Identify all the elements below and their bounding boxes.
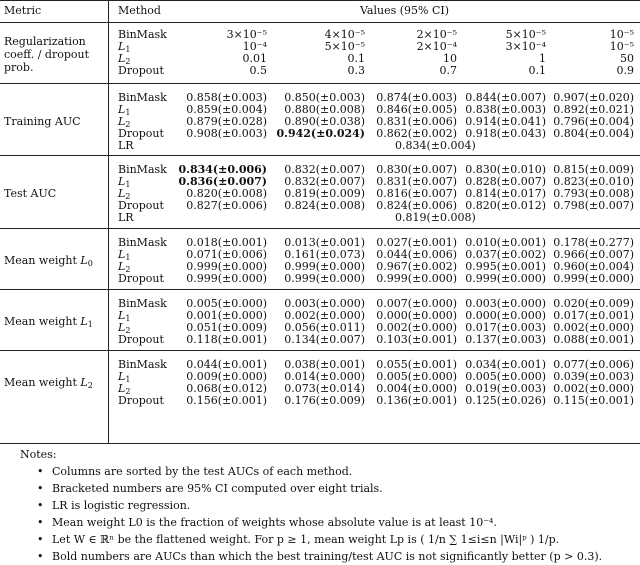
value-cell: 50 xyxy=(620,52,634,65)
value-cell: 0.137(±0.003) xyxy=(465,333,546,346)
value-cell: 0.832(±0.007) xyxy=(284,175,365,188)
value-cell: 0.077(±0.006) xyxy=(553,358,634,371)
value-cell: 10⁻⁴ xyxy=(242,40,267,53)
value-cell: 0.999(±0.000) xyxy=(376,272,457,285)
value-cell: 0.804(±0.004) xyxy=(553,127,634,140)
value-cell: 0.003(±0.000) xyxy=(465,297,546,310)
value-cell: 0.1 xyxy=(528,64,546,77)
value-cell: 0.823(±0.010) xyxy=(553,175,634,188)
metric-label: Training AUC xyxy=(4,115,81,128)
notes-title: Notes: xyxy=(20,448,57,461)
note-item: • Columns are sorted by the test AUCs of each method. xyxy=(0,463,602,480)
note-item: • Mean weight L0 is the fraction of weights whose absolute value is at least 10⁻⁴. xyxy=(0,514,602,531)
value-cell: 0.161(±0.073) xyxy=(284,248,365,261)
method-label: Dropout xyxy=(118,199,164,212)
value-cell: 0.880(±0.008) xyxy=(284,103,365,116)
metric-label: Test AUC xyxy=(4,187,57,200)
value-cell: 0.005(±0.000) xyxy=(465,370,546,383)
value-cell: 0.003(±0.000) xyxy=(284,297,365,310)
value-cell: 0.002(±0.000) xyxy=(553,382,634,395)
metric-label: Mean weight $L_1$ xyxy=(4,315,93,329)
value-cell: 0.038(±0.001) xyxy=(284,358,365,371)
value-cell: 0.088(±0.001) xyxy=(553,333,634,346)
value-cell: 0.004(±0.000) xyxy=(376,382,457,395)
value-cell: 0.055(±0.001) xyxy=(376,358,457,371)
value-cell: 2×10⁻⁵ xyxy=(416,28,457,41)
value-cell: 0.798(±0.007) xyxy=(553,199,634,212)
metric-label: Mean weight $L_0$ xyxy=(4,254,93,268)
method-label: $L_2$ xyxy=(118,260,131,274)
method-label: Dropout xyxy=(118,64,164,77)
value-cell: 1 xyxy=(539,52,546,65)
value-cell: 0.830(±0.010) xyxy=(465,163,546,176)
notes-list xyxy=(0,463,602,565)
value-cell: 0.832(±0.007) xyxy=(284,163,365,176)
method-label: BinMask xyxy=(118,91,167,104)
value-cell: 0.002(±0.000) xyxy=(284,309,365,322)
section-rule xyxy=(0,83,640,84)
value-cell: 0.890(±0.038) xyxy=(284,115,365,128)
method-label: Dropout xyxy=(118,127,164,140)
value-cell: 0.999(±0.000) xyxy=(284,272,365,285)
value-cell: 0.831(±0.006) xyxy=(376,115,457,128)
value-cell: 0.044(±0.001) xyxy=(186,358,267,371)
value-cell: 0.942(±0.024) xyxy=(276,127,365,140)
method-label: $L_1$ xyxy=(118,248,131,262)
method-label: BinMask xyxy=(118,28,167,41)
lr-value-cell: 0.834(±0.004) xyxy=(395,139,476,152)
value-cell: 10 xyxy=(443,52,457,65)
method-label: LR xyxy=(118,211,134,224)
value-cell: 0.009(±0.000) xyxy=(186,370,267,383)
value-cell: 0.01 xyxy=(242,52,267,65)
value-cell: 0.002(±0.000) xyxy=(553,321,634,334)
value-cell: 0.914(±0.041) xyxy=(465,115,546,128)
value-cell: 0.874(±0.003) xyxy=(376,91,457,104)
value-cell: 0.017(±0.003) xyxy=(465,321,546,334)
value-cell: 0.000(±0.000) xyxy=(465,309,546,322)
value-cell: 0.815(±0.009) xyxy=(553,163,634,176)
header-metric: Metric xyxy=(4,4,42,17)
value-cell: 0.820(±0.008) xyxy=(186,187,267,200)
value-cell: 0.034(±0.001) xyxy=(465,358,546,371)
method-label: BinMask xyxy=(118,236,167,249)
value-cell: 0.820(±0.012) xyxy=(465,199,546,212)
value-cell: 0.056(±0.011) xyxy=(284,321,365,334)
method-label: Dropout xyxy=(118,333,164,346)
value-cell: 0.816(±0.007) xyxy=(376,187,457,200)
value-cell: 0.892(±0.021) xyxy=(553,103,634,116)
method-label: $L_2$ xyxy=(118,52,131,66)
value-cell: 0.836(±0.007) xyxy=(178,175,267,188)
value-cell: 10⁻⁵ xyxy=(609,28,634,41)
value-cell: 0.830(±0.007) xyxy=(376,163,457,176)
method-label: $L_1$ xyxy=(118,309,131,323)
value-cell: 0.071(±0.006) xyxy=(186,248,267,261)
value-cell: 0.115(±0.001) xyxy=(553,394,634,407)
value-cell: 0.814(±0.017) xyxy=(465,187,546,200)
method-label: $L_1$ xyxy=(118,103,131,117)
method-label: $L_1$ xyxy=(118,370,131,384)
value-cell: 0.007(±0.000) xyxy=(376,297,457,310)
value-cell: 0.999(±0.000) xyxy=(465,272,546,285)
method-label: $L_2$ xyxy=(118,187,131,201)
value-cell: 0.831(±0.007) xyxy=(376,175,457,188)
method-label: BinMask xyxy=(118,297,167,310)
method-label: Dropout xyxy=(118,272,164,285)
value-cell: 0.000(±0.000) xyxy=(376,309,457,322)
value-cell: 0.125(±0.026) xyxy=(465,394,546,407)
value-cell: 0.118(±0.001) xyxy=(186,333,267,346)
value-cell: 0.879(±0.028) xyxy=(186,115,267,128)
value-cell: 0.793(±0.008) xyxy=(553,187,634,200)
note-item: • Let W ∈ ℝⁿ be the flattened weight. For p ≥ 1, mean weight Lp is ( 1/n ∑ 1≤i≤n |Wi|ᵖ ) 1/p. xyxy=(0,531,602,548)
value-cell: 0.039(±0.003) xyxy=(553,370,634,383)
value-cell: 0.967(±0.002) xyxy=(376,260,457,273)
method-label: LR xyxy=(118,139,134,152)
lr-value-cell: 0.819(±0.008) xyxy=(395,211,476,224)
value-cell: 0.002(±0.000) xyxy=(376,321,457,334)
note-item: • Bracketed numbers are 95% CI computed over eight trials. xyxy=(0,480,602,497)
value-cell: 0.073(±0.014) xyxy=(284,382,365,395)
header-rule xyxy=(0,22,640,23)
method-label: $L_2$ xyxy=(118,382,131,396)
value-cell: 0.156(±0.001) xyxy=(186,394,267,407)
metric-label: Mean weight $L_2$ xyxy=(4,376,93,390)
value-cell: 0.037(±0.002) xyxy=(465,248,546,261)
value-cell: 0.827(±0.006) xyxy=(186,199,267,212)
value-cell: 5×10⁻⁵ xyxy=(324,40,365,53)
value-cell: 0.846(±0.005) xyxy=(376,103,457,116)
value-cell: 0.999(±0.000) xyxy=(186,260,267,273)
method-label: $L_2$ xyxy=(118,321,131,335)
value-cell: 0.014(±0.000) xyxy=(284,370,365,383)
value-cell: 0.019(±0.003) xyxy=(465,382,546,395)
value-cell: 0.005(±0.000) xyxy=(186,297,267,310)
value-cell: 0.136(±0.001) xyxy=(376,394,457,407)
value-cell: 0.017(±0.001) xyxy=(553,309,634,322)
value-cell: 0.1 xyxy=(347,52,365,65)
value-cell: 0.834(±0.006) xyxy=(178,163,267,176)
value-cell: 0.027(±0.001) xyxy=(376,236,457,249)
value-cell: 0.850(±0.003) xyxy=(284,91,365,104)
value-cell: 0.999(±0.000) xyxy=(553,272,634,285)
value-cell: 0.824(±0.008) xyxy=(284,199,365,212)
value-cell: 0.908(±0.003) xyxy=(186,127,267,140)
value-cell: 0.134(±0.007) xyxy=(284,333,365,346)
value-cell: 3×10⁻⁴ xyxy=(505,40,546,53)
value-cell: 10⁻⁵ xyxy=(609,40,634,53)
value-cell: 0.966(±0.007) xyxy=(553,248,634,261)
value-cell: 0.020(±0.009) xyxy=(553,297,634,310)
hyper-label-line-1: Regularization xyxy=(4,35,86,48)
value-cell: 0.862(±0.002) xyxy=(376,127,457,140)
section-rule xyxy=(0,228,640,229)
value-cell: 0.858(±0.003) xyxy=(186,91,267,104)
value-cell: 0.3 xyxy=(347,64,365,77)
value-cell: 0.7 xyxy=(439,64,457,77)
value-cell: 0.068(±0.012) xyxy=(186,382,267,395)
note-item: • LR is logistic regression. xyxy=(0,497,602,514)
value-cell: 0.838(±0.003) xyxy=(465,103,546,116)
header-values: Values (95% CI) xyxy=(360,4,450,17)
value-cell: 0.844(±0.007) xyxy=(465,91,546,104)
value-cell: 0.9 xyxy=(616,64,634,77)
value-cell: 0.001(±0.000) xyxy=(186,309,267,322)
value-cell: 0.103(±0.001) xyxy=(376,333,457,346)
value-cell: 0.5 xyxy=(249,64,267,77)
method-label: $L_1$ xyxy=(118,175,131,189)
section-rule xyxy=(0,289,640,290)
method-label: $L_2$ xyxy=(118,115,131,129)
value-cell: 0.960(±0.004) xyxy=(553,260,634,273)
value-cell: 0.859(±0.004) xyxy=(186,103,267,116)
value-cell: 3×10⁻⁵ xyxy=(226,28,267,41)
method-label: Dropout xyxy=(118,394,164,407)
hyper-label-line-3: prob. xyxy=(4,61,34,74)
value-cell: 0.010(±0.001) xyxy=(465,236,546,249)
method-label: BinMask xyxy=(118,163,167,176)
value-cell: 0.824(±0.006) xyxy=(376,199,457,212)
value-cell: 0.995(±0.001) xyxy=(465,260,546,273)
value-cell: 0.178(±0.277) xyxy=(553,236,634,249)
value-cell: 0.999(±0.000) xyxy=(284,260,365,273)
value-cell: 5×10⁻⁵ xyxy=(505,28,546,41)
value-cell: 2×10⁻⁴ xyxy=(416,40,457,53)
value-cell: 0.176(±0.009) xyxy=(284,394,365,407)
value-cell: 0.828(±0.007) xyxy=(465,175,546,188)
value-cell: 0.907(±0.020) xyxy=(553,91,634,104)
value-cell: 0.819(±0.009) xyxy=(284,187,365,200)
value-cell: 4×10⁻⁵ xyxy=(324,28,365,41)
section-rule xyxy=(0,350,640,351)
method-label: $L_1$ xyxy=(118,40,131,54)
column-divider xyxy=(108,0,109,443)
value-cell: 0.051(±0.009) xyxy=(186,321,267,334)
note-item: • Bold numbers are AUCs than which the best training/test AUC is not significantly better (p > 0.3). xyxy=(0,548,602,565)
section-rule xyxy=(0,155,640,156)
value-cell: 0.005(±0.000) xyxy=(376,370,457,383)
hyper-label-line-2: coeff. / dropout xyxy=(4,48,90,61)
value-cell: 0.999(±0.000) xyxy=(186,272,267,285)
value-cell: 0.796(±0.004) xyxy=(553,115,634,128)
value-cell: 0.918(±0.043) xyxy=(465,127,546,140)
method-label: BinMask xyxy=(118,358,167,371)
value-cell: 0.018(±0.001) xyxy=(186,236,267,249)
value-cell: 0.044(±0.006) xyxy=(376,248,457,261)
header-method: Method xyxy=(118,4,161,17)
bottom-rule xyxy=(0,443,640,444)
value-cell: 0.013(±0.001) xyxy=(284,236,365,249)
top-rule xyxy=(0,0,640,1)
